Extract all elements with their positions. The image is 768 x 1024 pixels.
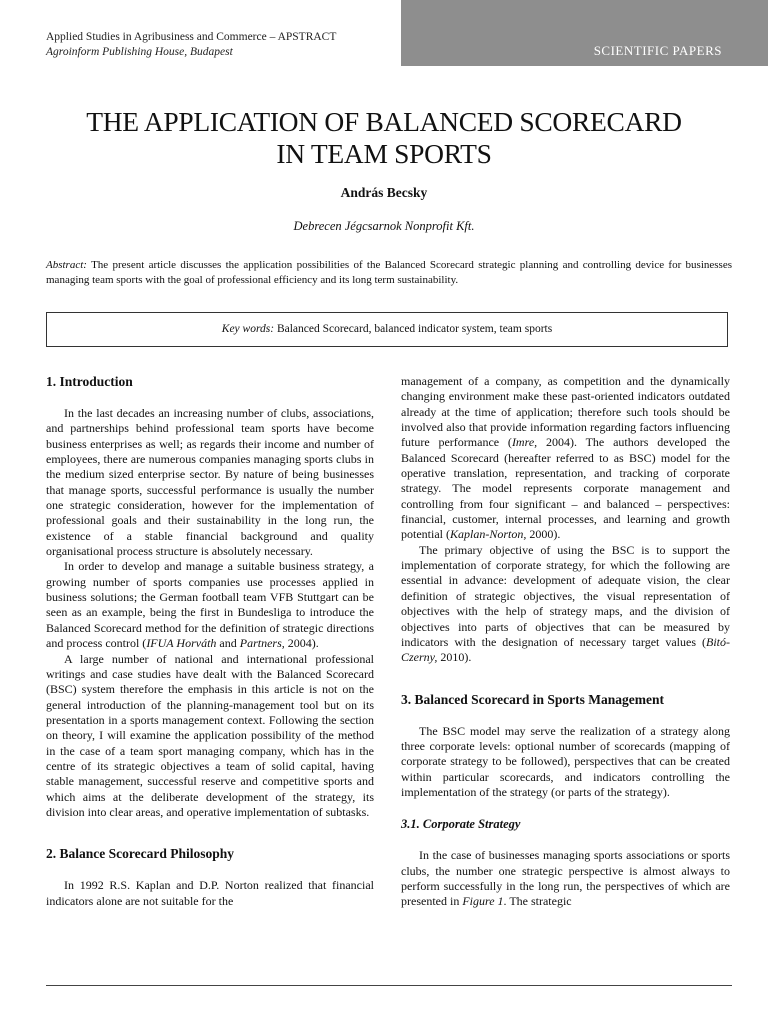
abstract [46,258,732,288]
title-line-1: THE APPLICATION OF BALANCED SCORECARD [86,106,682,137]
citation: IFUA Horváth [146,636,217,651]
author-name: András Becsky [340,185,428,200]
citation: Kaplan-Norton, [449,527,527,542]
section-label: SCIENTIFIC PAPERS [593,43,722,58]
subsection-3-1-heading: 3.1. Corporate Strategy [401,817,521,832]
left-column [46,374,374,909]
keywords-label: Key words: [221,323,275,335]
publisher-name: Agroinform Publishing House, Budapest [46,46,233,58]
title-line-2: IN TEAM SPORTS [276,138,492,169]
citation: Imre, [511,435,538,450]
citation: Partners, [239,636,285,651]
abstract-label: Abstract: [46,259,87,271]
journal-name: Applied Studies in Agribusiness and Commerce – APSTRACT [46,31,337,43]
intro-paragraph-2: In order to develop and manage a suitable business strategy, a growing number of sports companies use processes applied in business solutions; the German football team VFB Stuttgart can be seen as an example, being the first in Bundesliga to introduce the Balanced Scorecard method for the definition of strategic directions and process control (IFUA Horváth and Partners, 2004). [46,559,374,651]
right-column [401,374,730,910]
corporate-strategy-paragraph-1: In the case of businesses managing sports associations or sports clubs, the number one strategic perspective is almost always to perform successfully in the long run, the perspectives of which are presented in Figure 1. The strategic [401,848,730,909]
philosophy-paragraph-1: In 1992 R.S. Kaplan and D.P. Norton realized that financial indicators alone are not suitable for the [46,878,374,908]
philosophy-paragraph-1-continued: management of a company, as competition and the dynamically changing environment make these past-oriented indicators outdated already at the time of application; therefore such tools should be involved also that provide information regarding factors influencing future performance (Imre, 2004). The authors developed the Balanced Scorecard (hereafter referred to as BSC) model for the operative translation, representation, and tracking of corporate strategy. The model represents corporate management and controlling from four significant – and balanced – perspectives: financial, customer, internal processes, and learning and growth potential (Kaplan-Norton, 2000). [401,374,731,542]
abstract-text: The present article discusses the application possibilities of the Balanced Scorecard strategic planning and controlling device for businesses managing team sports with the goal of professional efficiency and its long term sustainability. [46,259,732,286]
philosophy-paragraph-2: The primary objective of using the BSC is to support the implementation of corporate strategy, for which the following are essential in advance: development of adequate vision, the clear definition of strategic objectives, the visual representation of objectives with the help of strategy maps, and the division of objectives into parts of objectives that can be measured by indicators with the designation of necessary target values (Bitó-Czerny, 2010). [401,542,730,665]
keywords-box [46,312,728,347]
section-1-heading: 1. Introduction [46,374,133,389]
running-header [46,30,336,60]
intro-paragraph-3: A large number of national and international professional writings and case studies have dealt with the Balanced Scorecard (BSC) system therefore the emphasis in this article is not on the general introduction of the planning-management tool but on its presentation in a sports management context. Following the section on theory, I will examine the application possibility of the method in the case of a team sport managing company, which has in the centre of its strategic objectives a team of solid capital, having stable management, successful reserve and competitive sports and which aims at the deliberate development of the strategy, its division into clear areas, and operative implementation of subtasks. [46,651,374,819]
section-2-heading: 2. Balance Scorecard Philosophy [46,846,235,862]
section-3-heading: 3. Balanced Scorecard in Sports Management [401,691,664,707]
footer-rule [46,985,732,986]
citation: Bitó-Czerny, [401,634,730,665]
affiliation: Debrecen Jégcsarnok Nonprofit Kft. [293,219,475,233]
figure-reference[interactable]: Figure 1 [462,894,504,909]
keywords-text: Balanced Scorecard, balanced indicator system, team sports [274,323,553,335]
section-band [401,0,768,66]
intro-paragraph-1: In the last decades an increasing number of clubs, associations, and partnerships behind professional team sports have become business enterprises as well; as regards their income and number of employees, there are numerous companies managing sports clubs in the medium sized enterprise sector. By nature of being businesses that manage sports, successful performance is usually the number one strategic consideration, however for the implementation of professional goals and their sustainability in the long run, the existence of a stable financial background and quality organisational process structure is absolutely necessary. [46,406,374,559]
paper-title [30,106,738,170]
sports-management-paragraph-1: The BSC model may serve the realization of a strategy along three corporate levels: optional number of scorecards (mapping of corporate strategy to be followed), perspectives that can be created within particular scorecards, and indicators controlling the implementation of the strategy (or parts of the strategy). [401,723,730,799]
